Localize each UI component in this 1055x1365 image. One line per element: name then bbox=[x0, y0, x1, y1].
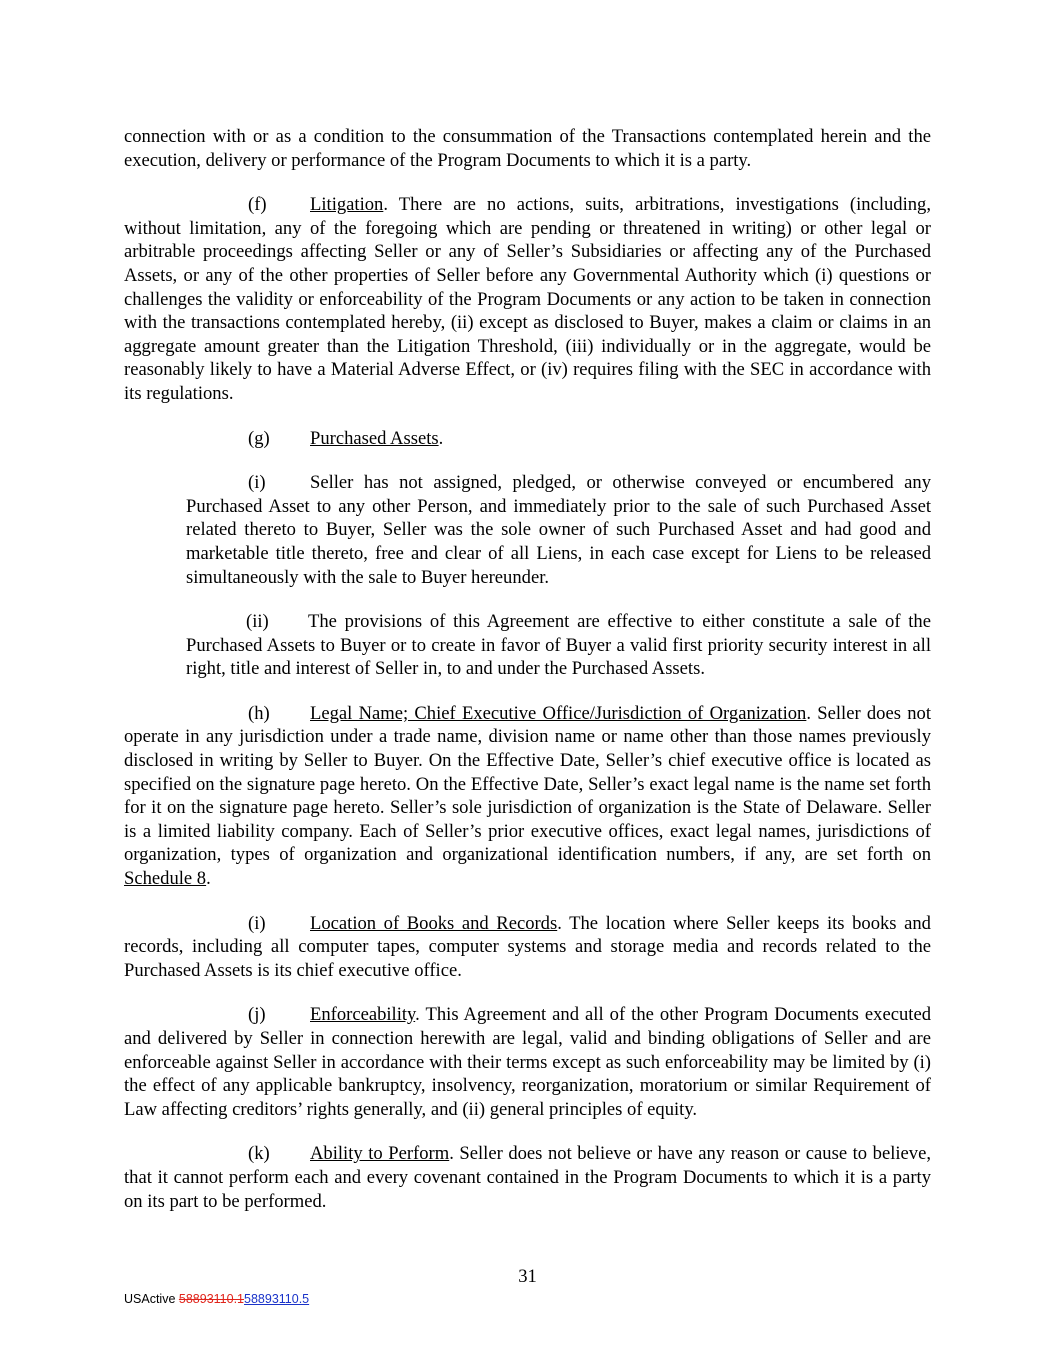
section-f-label: (f) bbox=[248, 194, 267, 216]
section-f-heading: Litigation bbox=[310, 194, 384, 216]
section-g-item-ii bbox=[186, 610, 931, 681]
section-g-label: (g) bbox=[248, 427, 270, 449]
section-g-purchased-assets bbox=[124, 427, 931, 451]
section-k-ability-to-perform bbox=[124, 1142, 931, 1213]
section-g-item-i bbox=[186, 471, 931, 589]
section-g-item-ii-body: The provisions of this Agreement are effective to either constitute a sale of the Purchased Assets to Buyer or to create in favor of Buyer a valid first priority security interest in all right, title and interest of Seller in, to and under the Purchased Assets. bbox=[186, 611, 931, 680]
section-j-label: (j) bbox=[248, 1004, 266, 1026]
section-f-body: . There are no actions, suits, arbitrations, investigations (including, without limitation, any of the foregoing which are pending or threatened in writing) or other legal or arbitrable proceedings affecting Seller or any of Seller’s Subsidiaries or affecting any of the Purchased Assets, or any of the other properties of Seller before any Governmental Authority which (i) questions or challenges the validity or enforceability of the Program Documents or any action to be taken in connection with the transactions contemplated hereby, (ii) except as disclosed to Buyer, makes a claim or claims in an aggregate amount greater than the Litigation Threshold, (iii) individually or in the aggregate, would be reasonably likely to have a Material Adverse Effect, or (iv) requires filing with the SEC in accordance with its regulations. bbox=[124, 194, 931, 404]
section-h-body: . Seller does not operate in any jurisdiction under a trade name, division name or name other than those names previously disclosed in writing by Seller to Buyer. On the Effective Date, Seller’s chief executive office is located as specified on the signature page hereto. On the Effective Date, Seller’s exact legal name is the name set forth for it on the signature page hereto. Seller’s sole jurisdiction of organization is the State of Delaware. Seller is a limited liability company. Each of Seller’s prior executive offices, exact legal names, jurisdictions of organization, types of organization and organizational identification numbers, if any, are set forth on bbox=[124, 702, 931, 866]
section-g-body: . bbox=[438, 427, 444, 449]
footer-inserted-id: 58893110.5 bbox=[244, 1292, 310, 1306]
schedule-8-reference: Schedule 8 bbox=[124, 868, 207, 890]
section-g-item-i-body: Seller has not assigned, pledged, or otherwise conveyed or encumbered any Purchased Asset to any other Person, and immediately prior to the sale of such Purchased Asset related thereto to Buyer, Seller was the sole owner of such Purchased Asset and had good and marketable title thereto, free and clear of all Liens, in each case except for Liens to be released simultaneously with the sale to Buyer hereunder. bbox=[186, 472, 931, 588]
section-i-body: . The location where Seller keeps its books and records, including all computer tapes, computer systems and storage media and records related to the Purchased Assets is its chief executive office. bbox=[124, 912, 931, 981]
section-k-label: (k) bbox=[248, 1143, 270, 1165]
section-k-heading: Ability to Perform bbox=[310, 1143, 450, 1165]
section-g-item-i-label: (i) bbox=[248, 472, 266, 494]
section-g-item-ii-label: (ii) bbox=[246, 611, 269, 633]
section-g-heading: Purchased Assets bbox=[310, 427, 439, 449]
section-j-enforceability bbox=[124, 1003, 931, 1121]
section-f-litigation bbox=[124, 193, 931, 405]
section-i-heading: Location of Books and Records bbox=[310, 912, 558, 934]
footer-deleted-id: 58893110.1 bbox=[178, 1292, 245, 1306]
continuation-paragraph: connection with or as a condition to the consummation of the Transactions contemplated herein and the execution, delivery or performance of the Program Documents to which it is a party. bbox=[124, 126, 931, 171]
section-h-heading: Legal Name; Chief Executive Office/Jurisdiction of Organization bbox=[310, 702, 807, 724]
document-footer bbox=[124, 1288, 309, 1312]
section-k-body: . Seller does not believe or have any reason or cause to believe, that it cannot perform each and every covenant contained in the Program Documents to which it is a party on its part to be performed. bbox=[124, 1143, 931, 1212]
page-number: 31 bbox=[518, 1266, 537, 1287]
section-h-legal-name bbox=[124, 702, 931, 891]
section-h-tail: . bbox=[206, 868, 211, 890]
section-h-label: (h) bbox=[248, 702, 270, 724]
footer-prefix: USActive bbox=[124, 1292, 179, 1306]
section-i-label: (i) bbox=[248, 912, 266, 934]
section-i-books-records bbox=[124, 912, 931, 983]
section-j-body: . This Agreement and all of the other Program Documents executed and delivered by Seller in connection herewith are legal, valid and binding obligations of Seller and are enforceable against Seller in accordance with their terms except as such enforceability may be limited by (i) the effect of any applicable bankruptcy, insolvency, reorganization, moratorium or similar Requirement of Law affecting creditors’ rights generally, and (ii) general principles of equity. bbox=[124, 1004, 931, 1120]
section-j-heading: Enforceability bbox=[310, 1004, 416, 1026]
document-body bbox=[124, 125, 931, 1213]
